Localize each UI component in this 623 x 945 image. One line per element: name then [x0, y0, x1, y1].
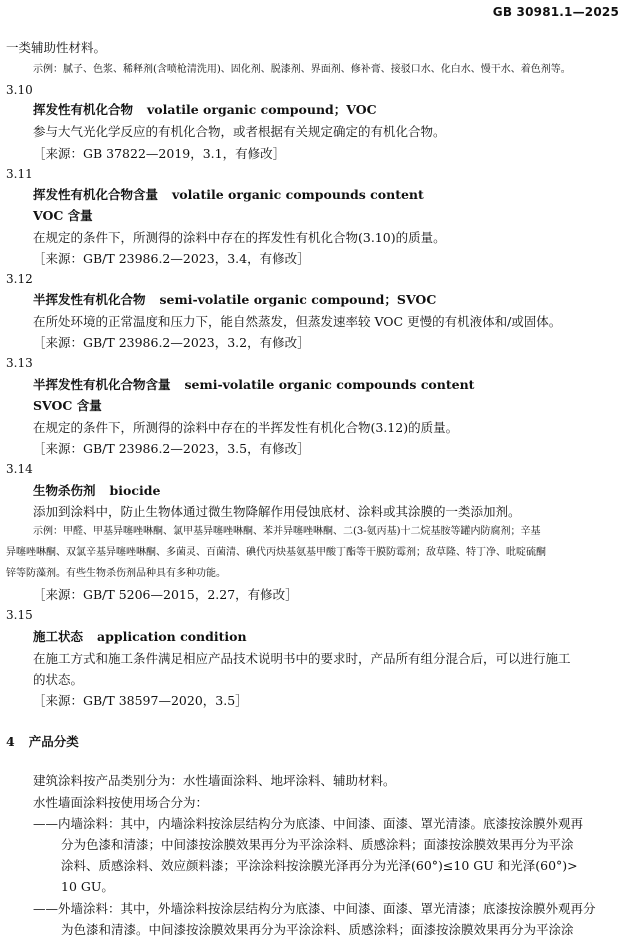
example-line: 锌等防藻剂。有些生物杀伤剂品种具有多种功能。 [6, 568, 226, 579]
list-item-cont: 10 GU。 [61, 879, 114, 894]
term-heading: 施工状态 application condition [33, 629, 247, 644]
term-definition: 添加到涂料中，防止生物体通过微生物降解作用侵蚀底材、涂料或其涂膜的一类添加剂。 [33, 504, 521, 519]
list-item-cont: 为色漆和清漆。中间漆按涂膜效果再分为平涂涂料、质感涂料；面漆按涂膜效果再分为平涂涂 [61, 922, 574, 937]
term-definition: 在施工方式和施工条件满足相应产品技术说明书中的要求时，产品所有组分混合后，可以进行施工 [33, 651, 571, 666]
term-source: ［来源：GB/T 23986.2—2023，3.2，有修改］ [33, 335, 310, 350]
term-number: 3.12 [6, 272, 33, 286]
term-number: 3.11 [6, 167, 33, 181]
list-item-cont: 分为色漆和清漆；中间漆按涂膜效果再分为平涂涂料、质感涂料；面漆按涂膜效果再分为平涂 [61, 837, 574, 852]
paragraph: 水性墙面涂料按使用场合分为： [33, 795, 209, 810]
term-heading: 挥发性有机化合物含量 volatile organic compounds content [33, 187, 424, 202]
term-definition: 在规定的条件下，所测得的涂料中存在的挥发性有机化合物(3.10)的质量。 [33, 230, 446, 245]
term-definition: 参与大气光化学反应的有机化合物，或者根据有关规定确定的有机化合物。 [33, 124, 446, 139]
term-source: ［来源：GB/T 5206—2015，2.27，有修改］ [33, 587, 298, 602]
term-alt-heading: VOC 含量 [33, 208, 93, 223]
term-definition: 在所处环境的正常温度和压力下，能自然蒸发，但蒸发速率较 VOC 更慢的有机液体和/或固体。 [33, 314, 562, 329]
term-heading: 挥发性有机化合物 volatile organic compound；VOC [33, 102, 377, 117]
list-item-cont: 涂料、质感涂料、效应颜料漆；平涂涂料按涂膜光泽再分为光泽(60°)≤10 GU 和光泽(60°)> [61, 858, 578, 873]
term-source: ［来源：GB 37822—2019，3.1，有修改］ [33, 146, 286, 161]
term-source: ［来源：GB/T 38597—2020，3.5］ [33, 693, 248, 708]
standard-number-header: GB 30981.1—2025 [492, 5, 619, 19]
term-source: ［来源：GB/T 23986.2—2023，3.4，有修改］ [33, 251, 310, 266]
term-number: 3.13 [6, 356, 33, 370]
term-number: 3.15 [6, 608, 33, 622]
section-heading: 4 产品分类 [6, 734, 79, 749]
example-line: 异噻唑啉酮、双氯辛基异噻唑啉酮、多菌灵、百菌清、碘代丙炔基氨基甲酸丁酯等干膜防霉剂；敌草隆、特丁净、吡啶硫酮 [6, 547, 546, 558]
list-item: ——内墙涂料：其中，内墙涂料按涂层结构分为底漆、中间漆、面漆、罩光清漆。底漆按涂膜外观再 [33, 816, 584, 831]
example-line: 示例：甲醛、甲基异噻唑啉酮、氯甲基异噻唑啉酮、苯并异噻唑啉酮、二(3-氨丙基)十二烷基胺等罐内防腐剂；辛基 [33, 526, 541, 537]
term-source: ［来源：GB/T 23986.2—2023，3.5，有修改］ [33, 441, 310, 456]
term-heading: 半挥发性有机化合物含量 semi-volatile organic compounds content [33, 377, 475, 392]
text-line: 一类辅助性材料。 [6, 40, 107, 55]
term-definition: 在规定的条件下，所测得的涂料中存在的半挥发性有机化合物(3.12)的质量。 [33, 420, 459, 435]
term-number: 3.10 [6, 83, 33, 97]
list-item: ——外墙涂料：其中，外墙涂料按涂层结构分为底漆、中间漆、面漆、罩光清漆；底漆按涂膜外观再分 [33, 901, 596, 916]
term-number: 3.14 [6, 462, 33, 476]
term-alt-heading: SVOC 含量 [33, 398, 102, 413]
example-line: 示例：腻子、色浆、稀释剂(含喷枪清洗用)、固化剂、脱漆剂、界面剂、修补膏、接驳口水、化白水、慢干水、着色剂等。 [33, 64, 571, 75]
term-heading: 半挥发性有机化合物 semi-volatile organic compound；SVOC [33, 292, 437, 307]
term-definition-cont: 的状态。 [33, 672, 84, 687]
paragraph: 建筑涂料按产品类别分为：水性墙面涂料、地坪涂料、辅助材料。 [33, 773, 396, 788]
term-heading: 生物杀伤剂 biocide [33, 483, 161, 498]
